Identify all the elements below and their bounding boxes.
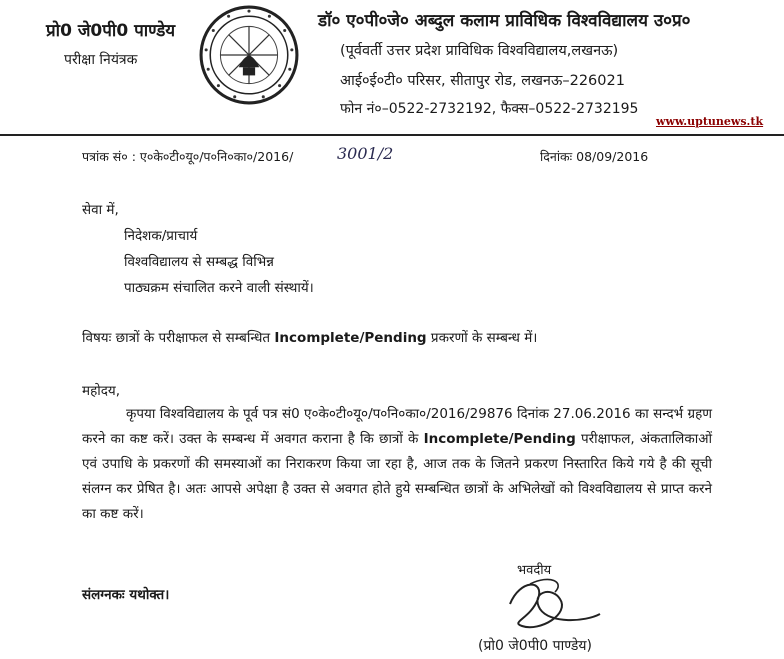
body-paragraph [82, 402, 712, 527]
address-line-campus: आई०ई०टी० परिसर, सीतापुर रोड, लखनऊ–226021 [340, 73, 625, 89]
university-seal-logo [198, 4, 300, 106]
reference-handwritten-number: 3001/2 [337, 144, 394, 163]
signatory-name: (प्रो0 जे0पी0 पाण्डेय) [478, 638, 592, 654]
body-text-part1: कृपया विश्वविद्यालय के पूर्व पत्र सं0 ए०के०टी०यू०/प०नि०का०/2016/29876 दिनांक 27.06.2016 का सन्दर्भ ग्रहण करने का कष्ट करें। उक्त के सम्बन्ध में अवगत कराना है कि छात्रों के [82, 406, 712, 447]
body-highlight: Incomplete/Pending [423, 431, 576, 447]
sender-designation: परीक्षा नियंत्रक [64, 52, 138, 68]
subject-suffix: प्रकरणों के सम्बन्ध में। [426, 330, 538, 346]
recipient-line: पाठ्यक्रम संचालित करने वाली संस्थायें। [124, 280, 314, 296]
reference-number: पत्रांक सं० : ए०के०टी०यू०/प०नि०का०/2016/ [82, 149, 294, 164]
recipient-line: विश्वविद्यालय से सम्बद्ध विभिन्न [124, 254, 274, 270]
enclosure-note: संलग्नकः यथोक्त। [82, 587, 170, 603]
sender-name: प्रो0 जे0पी0 पाण्डेय [46, 21, 176, 41]
subject-prefix: विषयः छात्रों के परीक्षाफल से सम्बन्धित [82, 330, 275, 346]
subject-highlight: Incomplete/Pending [274, 330, 427, 346]
recipient-salutation: सेवा में, [82, 202, 119, 218]
letterhead-divider [0, 134, 784, 136]
subject-line [82, 328, 537, 346]
phone-fax-line: फोन नं०–0522-2732192, फैक्स–0522-2732195 [340, 101, 639, 117]
recipient-line: निदेशक/प्राचार्य [124, 228, 198, 244]
university-name: डॉ० ए०पी०जे० अब्दुल कलाम प्राविधिक विश्वविद्यालय उ०प्र० [318, 11, 691, 31]
body-text-part2: परीक्षाफल, अंकतालिकाओं एवं उपाधि के प्रकरणों की समस्याओं का निराकरण किया जा रहा है, आज तक के जितने प्रकरण निस्तारित किये गये है की सूची संलग्न कर प्रेषित है। अतः आपसे अपेक्षा है उक्त से अवगत होते हुये सम्बन्धित छात्रों के अभिलेखों को विश्वविद्यालय से प्राप्त करने का कष्ट करें। [82, 431, 712, 522]
letter-date: दिनांकः 08/09/2016 [540, 149, 649, 164]
address-line-former-name: (पूर्ववर्ती उत्तर प्रदेश प्राविधिक विश्वविद्यालय,लखनऊ) [340, 43, 619, 59]
website-link[interactable]: www.uptunews.tk [656, 115, 764, 128]
signature-mark [500, 574, 610, 634]
closing-yours: भवदीय [517, 563, 552, 578]
body-salutation: महोदय, [82, 383, 121, 399]
